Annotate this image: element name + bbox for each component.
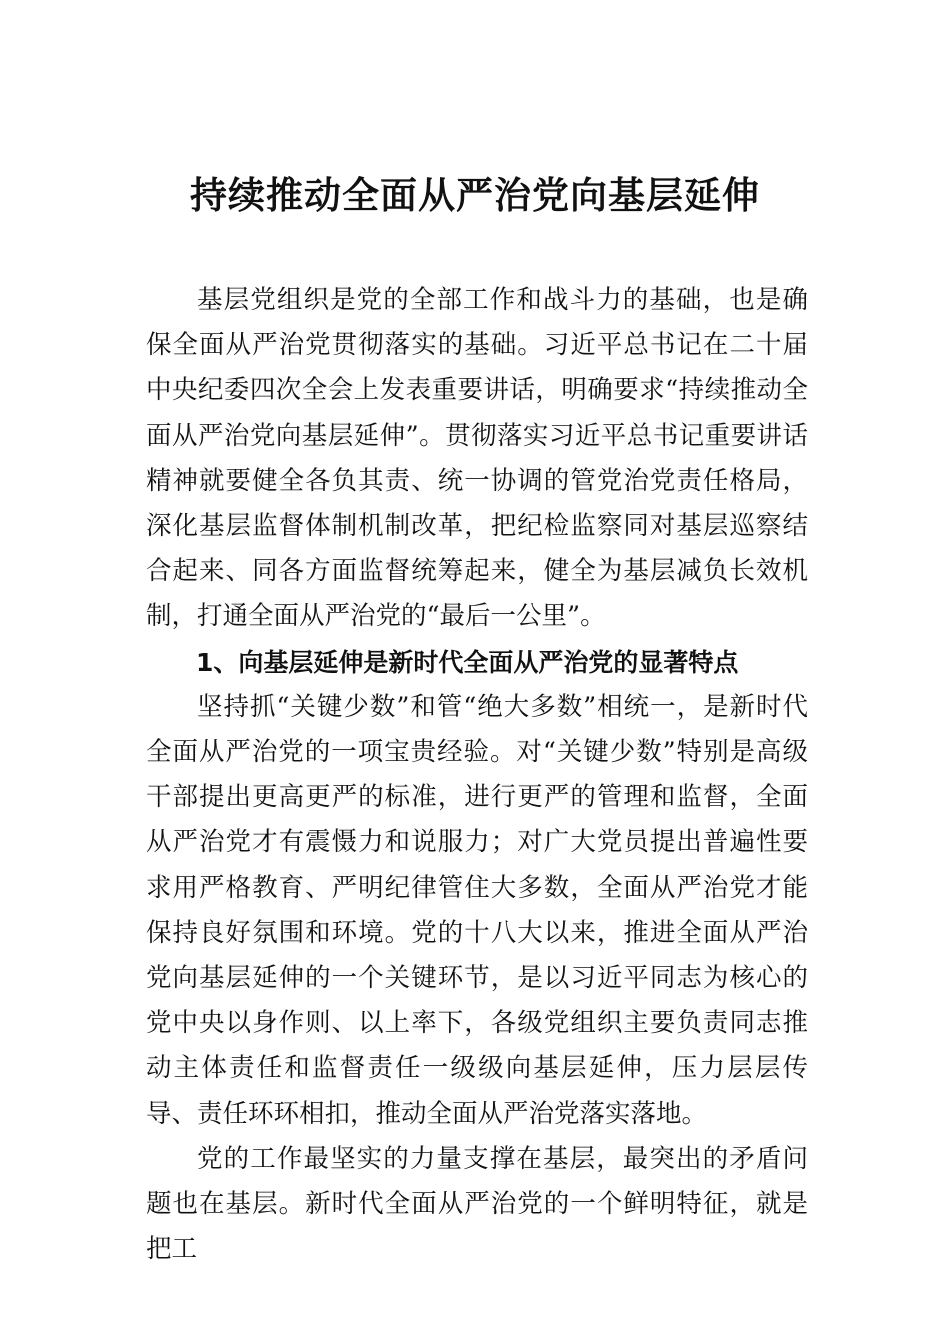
paragraph-2: 坚持抓“关键少数”和管“绝大多数”相统一，是新时代全面从严治党的一项宝贵经验。对“关键少数”特别是高级干部提出更高更严的标准，进行更严的管理和监督，全面从严治党才有震慑力和说服力；对广大党员提出普遍性要求用严格教育、严明纪律管住大多数，全面从严治党才能保持良好氛围和环境。党的十八大以来，推进全面从严治党向基层延伸的一个关键环节，是以习近平同志为核心的党中央以身作则、以上率下，各级党组织主要负责同志推动主体责任和监督责任一级级向基层延伸，压力层层传导、责任环环相扣，推动全面从严治党落实落地。 [146,691,808,1129]
section-1-heading: 1、向基层延伸是新时代全面从严治党的显著特点 [196,647,739,677]
document-body [146,278,808,1272]
paragraph-1: 基层党组织是党的全部工作和战斗力的基础，也是确保全面从严治党贯彻落实的基础。习近平总书记在二十届中央纪委四次全会上发表重要讲话，明确要求“持续推动全面从严治党向基层延伸”。贯彻落实习近平总书记重要讲话精神就要健全各负其责、统一协调的管党治党责任格局，深化基层监督体制机制改革，把纪检监察同对基层巡察结合起来、同各方面监督统筹起来，健全为基层减负长效机制，打通全面从严治党的“最后一公里”。 [146,285,808,632]
paragraph-3: 党的工作最坚实的力量支撑在基层，最突出的矛盾问题也在基层。新时代全面从严治党的一个鲜明特征，就是把工 [146,1143,808,1265]
document-title: 持续推动全面从严治党向基层延伸 [190,173,760,217]
